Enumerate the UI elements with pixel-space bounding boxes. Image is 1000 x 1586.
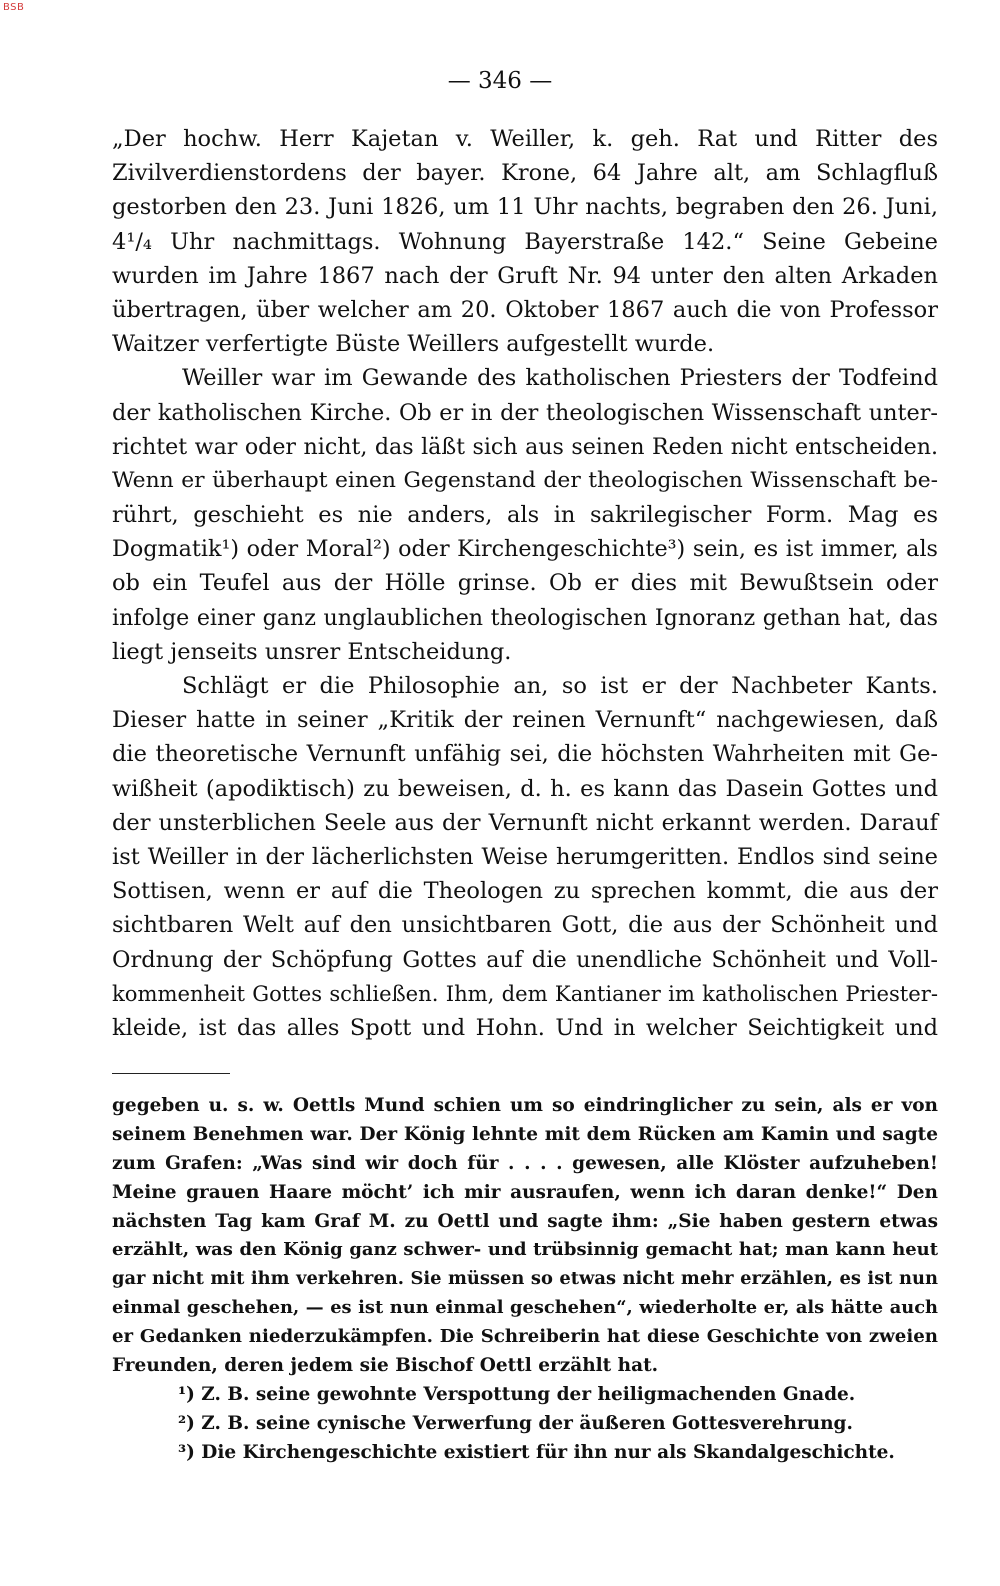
text-line: gestorben den 23. Juni 1826, um 11 Uhr nachts, begraben den 26. Juni,	[112, 194, 938, 221]
footnote-line: einmal geschehen, — es ist nun einmal geschehen“, wiederholte er, als hätte auch	[112, 1297, 938, 1319]
footnote-line: seinem Benehmen war. Der König lehnte mit dem Rücken am Kamin und sagte	[112, 1123, 938, 1145]
footnote-line: gegeben u. s. w. Oettls Mund schien um so eindringlicher zu sein, als er von	[112, 1095, 938, 1116]
footnote-section	[112, 1092, 938, 1468]
footnote-line: nächsten Tag kam Graf M. zu Oettl und sagte ihm: „Sie haben gestern etwas	[112, 1210, 938, 1232]
main-text	[112, 122, 938, 1045]
text-line: „Der hochw. Herr Kajetan v. Weiller, k. geh. Rat und Ritter des	[112, 126, 938, 152]
footnote-line: gar nicht mit ihm verkehren. Sie müssen so etwas nicht mehr erzählen, es ist nun	[112, 1268, 938, 1290]
footnote-line: Meine grauen Haare möcht’ ich mir ausraufen, wenn ich daran denke!“ Den	[112, 1181, 938, 1203]
text-line: ist Weiller in der lächerlichsten Weise herumgeritten. Endlos sind seine	[112, 843, 938, 870]
footnote-2: ²) Z. B. seine cynische Verwerfung der äußeren Gottesverehrung.	[178, 1412, 853, 1434]
text-line: kommenheit Gottes schließen. Ihm, dem Kantianer im katholischen Priester-	[112, 980, 938, 1006]
text-line: der unsterblichen Seele aus der Vernunft nicht erkannt werden. Darauf	[112, 809, 938, 836]
text-line: wurden im Jahre 1867 nach der Gruft Nr. 94 unter den alten Arkaden	[112, 262, 938, 289]
text-line: Waitzer verfertigte Büste Weillers aufgestellt wurde.	[112, 331, 715, 358]
text-line: Dogmatik¹) oder Moral²) oder Kirchengeschichte³) sein, es ist immer, als	[112, 536, 938, 563]
text-line: Dieser hatte in seiner „Kritik der reinen Vernunft“ nachgewiesen, daß	[112, 707, 938, 734]
footnote-line: erzählt, was den König ganz schwer- und trübsinnig gemacht hat; man kann heut	[112, 1239, 938, 1261]
footnote-3: ³) Die Kirchengeschichte existiert für ihn nur als Skandalgeschichte.	[178, 1441, 895, 1463]
text-line: der katholischen Kirche. Ob er in der theologischen Wissenschaft unter-	[112, 399, 938, 426]
text-line: Ordnung der Schöpfung Gottes auf die unendliche Schönheit und Voll-	[112, 946, 938, 973]
footnote-line: er Gedanken niederzukämpfen. Die Schreiberin hat diese Geschichte von zweien	[112, 1326, 938, 1348]
text-line: kleide, ist das alles Spott und Hohn. Und in welcher Seichtigkeit und	[112, 1014, 938, 1041]
text-line: die theoretische Vernunft unfähig sei, die höchsten Wahrheiten mit Ge-	[112, 741, 938, 768]
footnote-line: Freunden, deren jedem sie Bischof Oettl erzählt hat.	[112, 1355, 659, 1377]
footnote-line: zum Grafen: „Was sind wir doch für . . . . gewesen, alle Klöster aufzuheben!	[112, 1152, 938, 1174]
text-line: 4¹/₄ Uhr nachmittags. Wohnung Bayerstraße 142.“ Seine Gebeine	[112, 228, 938, 255]
footnote-divider	[112, 1073, 230, 1074]
text-line: Sottisen, wenn er auf die Theologen zu sprechen kommt, die aus der	[112, 878, 938, 905]
text-line: sichtbaren Welt auf den unsichtbaren Gott, die aus der Schönheit und	[112, 912, 938, 939]
text-line: übertragen, über welcher am 20. Oktober 1867 auch die von Professor	[112, 296, 938, 323]
library-stamp: BSB	[3, 2, 25, 13]
text-line: richtet war oder nicht, das läßt sich aus seinen Reden nicht entscheiden.	[112, 433, 938, 460]
text-line: ob ein Teufel aus der Hölle grinse. Ob er dies mit Bewußtsein oder	[112, 570, 938, 597]
footnote-1: ¹) Z. B. seine gewohnte Verspottung der heiligmachenden Gnade.	[178, 1383, 856, 1405]
text-line: rührt, geschieht es nie anders, als in sakrilegischer Form. Mag es	[112, 502, 938, 529]
page-number: — 346 —	[447, 68, 553, 94]
text-line: Weiller war im Gewande des katholischen Priesters der Todfeind	[182, 365, 938, 392]
text-line: wißheit (apodiktisch) zu beweisen, d. h. es kann das Dasein Gottes und	[112, 775, 938, 802]
text-line: Wenn er überhaupt einen Gegenstand der theologischen Wissenschaft be-	[112, 467, 938, 493]
text-line: liegt jenseits unsrer Entscheidung.	[112, 638, 512, 665]
text-line: Schlägt er die Philosophie an, so ist er der Nachbeter Kants.	[182, 673, 938, 699]
text-line: Zivilverdienstordens der bayer. Krone, 64 Jahre alt, am Schlagfluß	[112, 160, 938, 187]
text-line: infolge einer ganz unglaublichen theologischen Ignoranz gethan hat, das	[112, 604, 938, 631]
